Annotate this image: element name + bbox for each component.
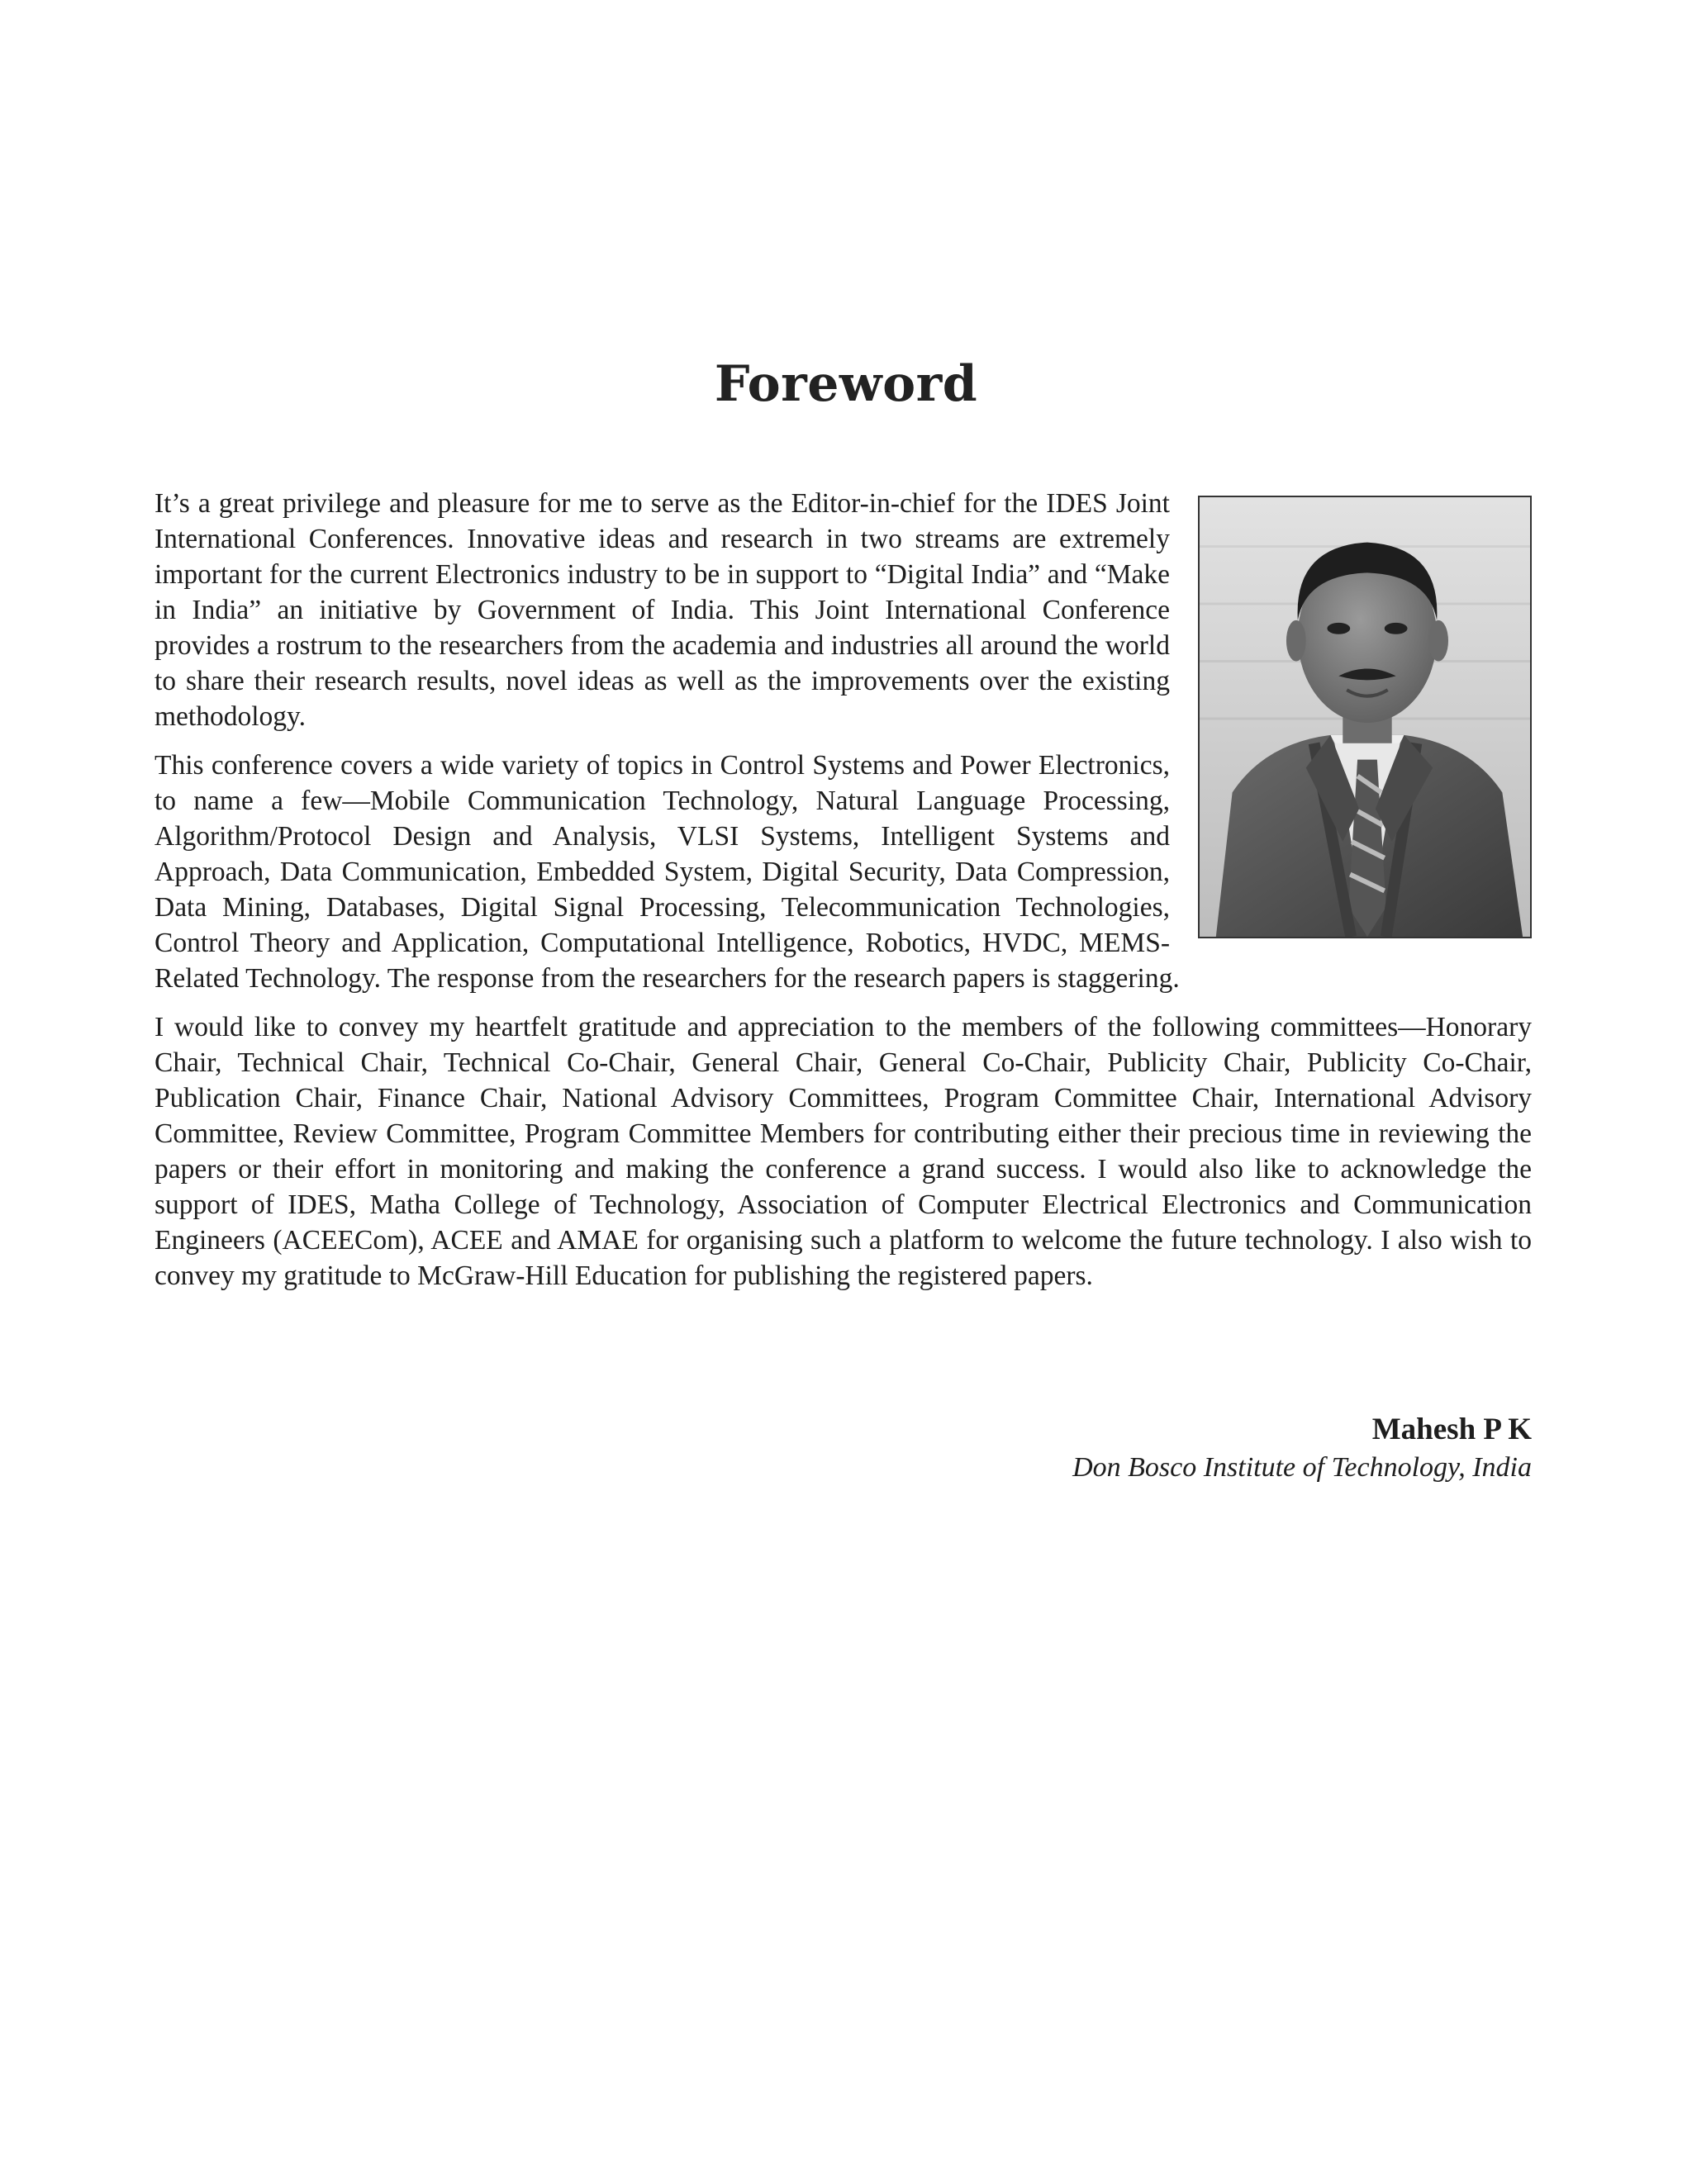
paragraph-2: This conference covers a wide variety of topics in Control Systems and Power Electronics, to name a few—Mobile Communication Technology, Natural Language Processing, Algorithm/Protocol Design and Analysis, VLSI Systems, Intelligent Systems and Approach, Data Communication, Embedded System, Digital Security, Data Compression, Data Mining, Databases, Digital Signal Processing, Telecommunication Technologies, Control Theory and Application, Computational Intelligence, Robotics, HVDC, MEMS-Related Technology. The response from the researchers for the research papers is staggering. [154,750,1180,994]
signature-name: Mahesh P K [1371,1412,1532,1446]
signature-affiliation: Don Bosco Institute of Technology, India [1072,1452,1532,1483]
author-photo-image [1200,497,1530,937]
author-photo [1198,496,1532,938]
page-title: Foreword [714,355,978,413]
paragraph-3: I would like to convey my heartfelt gratitude and appreciation to the members of the following committees—Honorary Chair, Technical Chair, Technical Co-Chair, General Chair, General Co-Chair, Publicity Chair, Publicity Co-Chair, Publication Chair, Finance Chair, National Advisory Committees, Program Committee Chair, International Advisory Committee, Review Committee, Program Committee Members for contributing either their precious time in reviewing the papers or their effort in monitoring and making the conference a grand success. I would also like to acknowledge the support of IDES, Matha College of Technology, Association of Computer Electrical Electronics and Communication Engineers (ACEECom), ACEE and AMAE for organising such a platform to welcome the future technology. I also wish to convey my gratitude to McGraw-Hill Education for publishing the registered papers. [154,1012,1532,1291]
signature-block [154,1410,1532,1486]
foreword-body [154,486,1532,1307]
paragraph-1: It’s a great privilege and pleasure for me to serve as the Editor-in-chief for the IDES Joint International Conferences. Innovative ideas and research in two streams are extremely important for the current Electronics industry to be in support to “Digital India” and “Make in India” an initiative by Government of India. This Joint International Conference provides a rostrum to the researchers from the academia and industries all around the world to share their research results, novel ideas as well as the improvements over the existing methodology. [154,488,1170,732]
